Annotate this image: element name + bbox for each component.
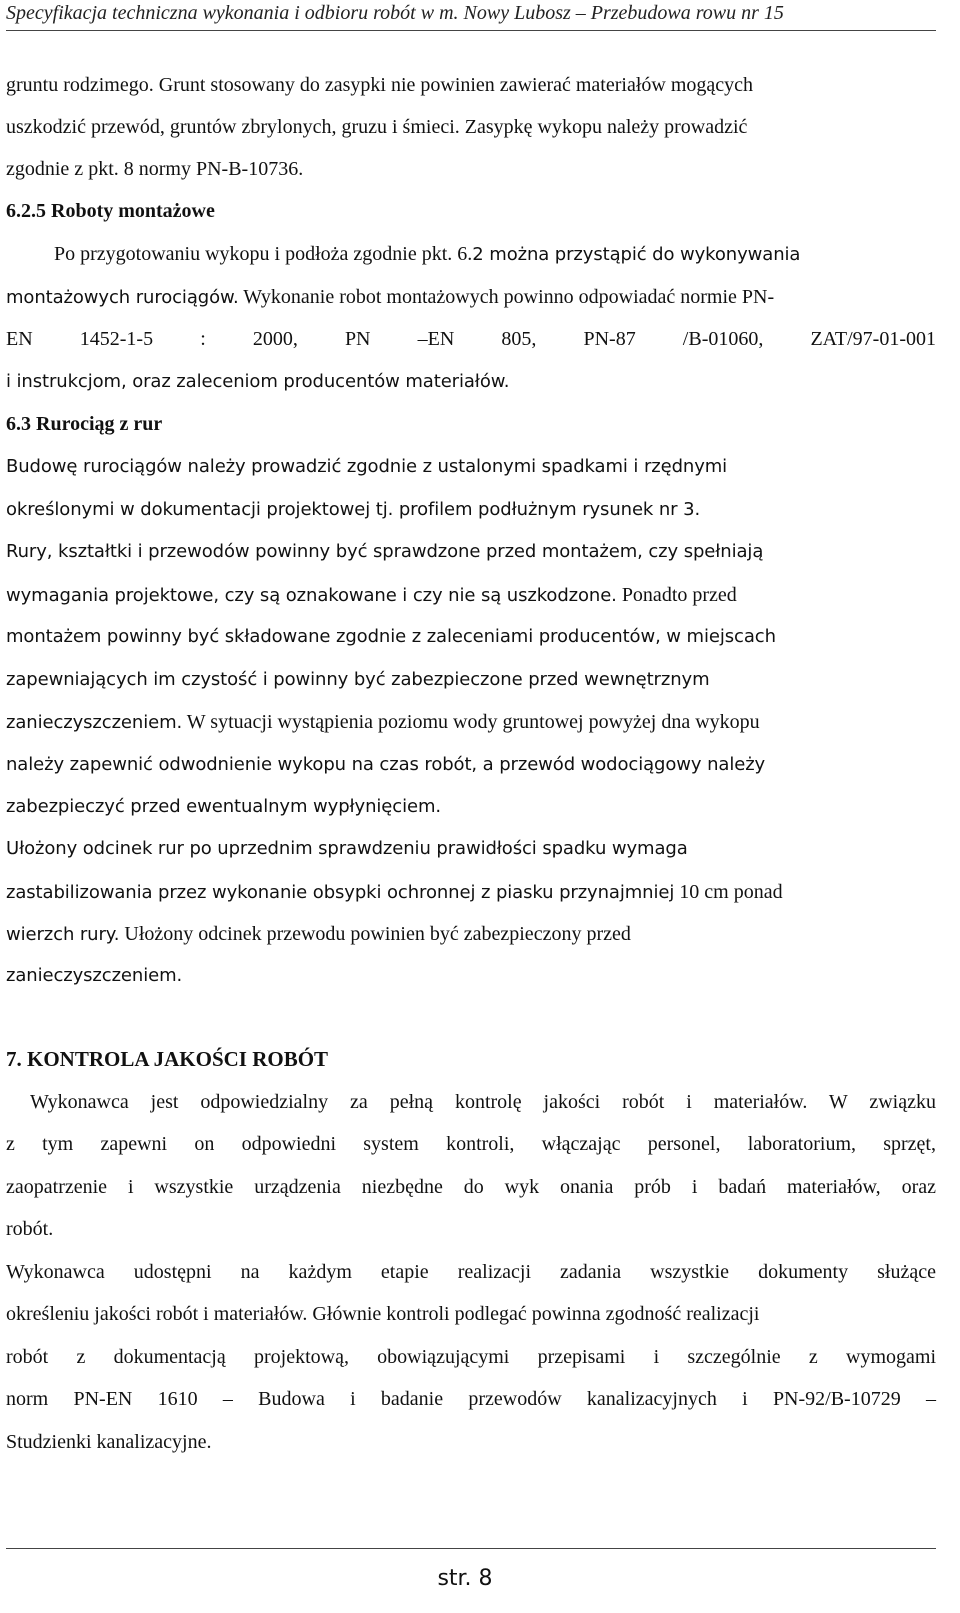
running-header: Specyfikacja techniczna wykonania i odbioru robót w m. Nowy Lubosz – Przebudowa rowu nr 15 — [6, 2, 784, 24]
section-title: Rurociąg z rur — [36, 413, 163, 435]
body-line: i instrukcjom, oraz zaleceniom producentów materiałów. — [6, 371, 510, 392]
text-run: wymagania projektowe, czy są oznakowane i czy nie są uszkodzone. — [6, 585, 617, 606]
word: /B-01060, — [682, 328, 764, 350]
body-line: zapewniających im czystość i powinny być zabezpieczone przed wewnętrznym — [6, 669, 710, 690]
text-run: zanieczyszczeniem. — [6, 712, 183, 733]
body-line: zgodnie z pkt. 8 normy PN-B-10736. — [6, 158, 304, 180]
body-line: zaopatrzenie i wszystkie urządzenia niezbędne do wyk onania prób i badań materiałów, oraz — [6, 1176, 936, 1198]
word: PN-87 — [583, 328, 636, 350]
body-line: gruntu rodzimego. Grunt stosowany do zasypki nie powinien zawierać materiałów mogących — [6, 74, 754, 96]
chapter-heading: 7. KONTROLA JAKOŚCI ROBÓT — [6, 1047, 329, 1071]
body-line: uszkodzić przewód, gruntów zbrylonych, gruzu i śmieci. Zasypkę wykopu należy prowadzić — [6, 116, 748, 138]
word: 1452-1-5 — [79, 328, 154, 350]
body-line — [54, 241, 936, 268]
section-heading — [6, 198, 936, 224]
text-run: Ułożony odcinek przewodu powinien być zabezpieczony przed — [119, 923, 631, 945]
body-line — [6, 284, 936, 311]
text-run: 10 cm ponad — [674, 881, 783, 903]
body-line: Budowę rurociągów należy prowadzić zgodnie z ustalonymi spadkami i rzędnymi — [6, 456, 728, 477]
text-run: montażowych rurociągów. — [6, 287, 239, 308]
body-line: zanieczyszczeniem. — [6, 965, 183, 986]
section-number: 6.3 — [6, 413, 31, 435]
section-number: 6.2.5 — [6, 200, 46, 222]
word: : — [200, 328, 206, 350]
body-line: robót. — [6, 1218, 54, 1240]
body-line: montażem powinny być składowane zgodnie z zaleceniami producentów, w miejscach — [6, 626, 776, 647]
body-line: norm PN-EN 1610 – Budowa i badanie przewodów kanalizacyjnych i PN-92/B-10729 – — [6, 1388, 936, 1410]
section-title: Roboty montażowe — [51, 200, 215, 222]
word: 2000, — [252, 328, 298, 350]
body-line: z tym zapewni on odpowiedni system kontroli, włączając personel, laboratorium, sprzęt, — [6, 1133, 936, 1155]
body-line — [6, 709, 936, 736]
body-line — [6, 1301, 936, 1327]
word: PN — [344, 328, 371, 350]
body-line: Wykonawca jest odpowiedzialny za pełną kontrolę jakości robót i materiałów. W związku — [30, 1091, 936, 1113]
header-divider — [6, 30, 936, 31]
body-line: określonymi w dokumentacji projektowej tj. profilem podłużnym rysunek nr 3. — [6, 499, 701, 520]
text-run: 2 można przystąpić do wykonywania — [472, 244, 801, 265]
body-line — [6, 582, 936, 609]
text-run: Ponadto przed — [616, 584, 737, 606]
body-line — [6, 921, 936, 948]
text-run: Po przygotowaniu wykopu i podłoża zgodnie pkt. 6. — [54, 243, 473, 265]
text-run: Wykonanie robot montażowych powinno odpowiadać normie PN- — [238, 286, 775, 308]
text-run: Głównie kontroli podlegać powinna zgodność realizacji — [307, 1303, 760, 1325]
text-run: zastabilizowania przez wykonanie obsypki ochronnej z piasku przynajmniej — [6, 882, 675, 903]
body-line: Studzienki kanalizacyjne. — [6, 1431, 212, 1453]
body-line: Wykonawca udostępni na każdym etapie realizacji zadania wszystkie dokumenty służące — [6, 1261, 936, 1283]
body-line — [6, 879, 936, 906]
body-line: robót z dokumentacją projektową, obowiązującymi przepisami i szczególnie z wymogami — [6, 1346, 936, 1368]
body-line: należy zapewnić odwodnienie wykopu na czas robót, a przewód wodociągowy należy — [6, 754, 766, 775]
word: EN — [6, 328, 33, 350]
body-line-justified — [6, 326, 936, 352]
footer-divider — [6, 1548, 936, 1549]
word: 805, — [501, 328, 537, 350]
text-run: wierzch rury. — [6, 924, 120, 945]
section-heading — [6, 411, 936, 437]
text-run: W sytuacji wystąpienia poziomu wody gruntowej powyżej dna wykopu — [182, 711, 760, 733]
body-line: Ułożony odcinek rur po uprzednim sprawdzeniu prawidłości spadku wymaga — [6, 838, 688, 859]
word: –EN — [417, 328, 455, 350]
page-number: str. 8 — [437, 1566, 493, 1591]
text-run: określeniu jakości robót i materiałów. — [6, 1303, 308, 1325]
body-line: Rury, kształtki i przewodów powinny być sprawdzone przed montażem, czy spełniają — [6, 541, 764, 562]
word: ZAT/97-01-001 — [810, 328, 936, 350]
body-line: zabezpieczyć przed ewentualnym wypłynięciem. — [6, 796, 442, 817]
